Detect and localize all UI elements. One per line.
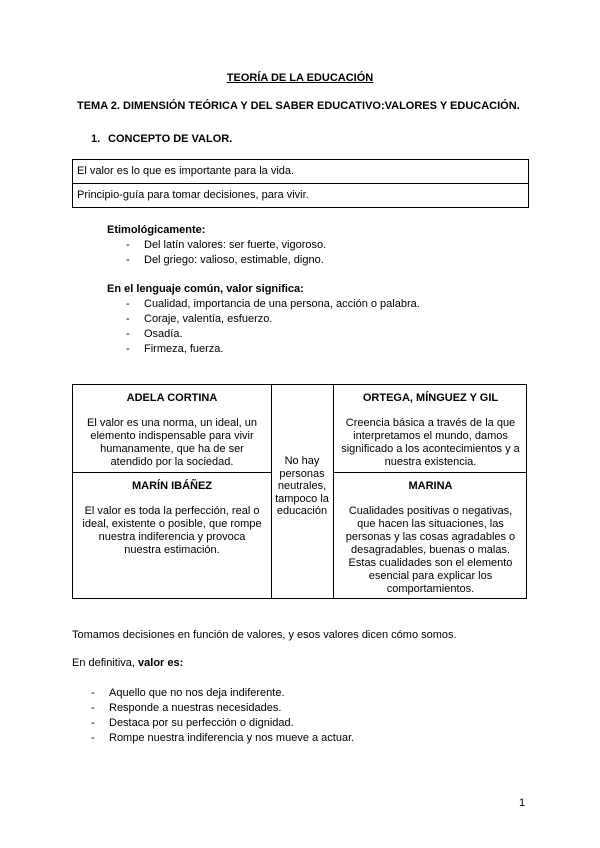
- definition-row: Principio-guía para tomar decisiones, para vivir.: [73, 183, 528, 207]
- common-language-block: [107, 282, 420, 357]
- dash-bullet: -: [126, 313, 130, 325]
- author-definition: Cualidades positivas o negativas, que hacen las situaciones, las personas y las cosas agradables o desagradables, buenas o malas. Estas cualidades son el elemento esencial para explicar los comportamientos.: [345, 505, 516, 595]
- author-definition: Creencia básica a través de la que interpretamos el mundo, damos significado a los acontecimientos y a nuestra existencia.: [341, 417, 520, 468]
- section-number: 1.: [91, 133, 101, 145]
- page-number: 1: [519, 797, 526, 809]
- author-name: MARÍN IBÁÑEZ: [131, 480, 213, 492]
- topic-heading: TEMA 2. DIMENSIÓN TEÓRICA Y DEL SABER EDUCATIVO:VALORES Y EDUCACIÓN.: [77, 100, 520, 112]
- list-item: - Del latín valores: ser fuerte, vigoroso.: [126, 239, 327, 251]
- etymology-heading: Etimológicamente:: [107, 224, 206, 236]
- paragraph: En definitiva, valor es:: [72, 657, 184, 669]
- paragraph: Tomamos decisiones en función de valores, y esos valores dicen cómo somos.: [72, 629, 457, 641]
- list-item: - Del griego: valioso, estimable, digno.: [126, 254, 324, 266]
- author-cell-ortega: [340, 391, 521, 469]
- dash-bullet: -: [91, 702, 95, 714]
- list-item: - Firmeza, fuerza.: [126, 343, 224, 355]
- author-definition: El valor es toda la perfección, real o ideal, existente o posible, que rompe nuestra indiferencia y provoca nuestra estimación.: [82, 505, 262, 556]
- dash-bullet: -: [91, 732, 95, 744]
- dash-bullet: -: [126, 343, 130, 355]
- list-item: - Destaca por su perfección o dignidad.: [91, 717, 294, 729]
- list-item: - Coraje, valentía, esfuerzo.: [126, 313, 273, 325]
- summary-list: [91, 686, 354, 746]
- author-name: MARINA: [408, 480, 453, 492]
- dash-bullet: -: [126, 254, 130, 266]
- table-divider: [73, 472, 271, 473]
- common-language-heading: En el lenguaje común, valor significa:: [107, 283, 304, 295]
- document-title: TEORÍA DE LA EDUCACIÓN: [226, 72, 374, 84]
- dash-bullet: -: [91, 687, 95, 699]
- dash-bullet: -: [126, 298, 130, 310]
- bold-term: valor es:: [138, 657, 184, 669]
- table-divider: [334, 472, 526, 473]
- table-divider: [333, 385, 334, 598]
- definition-row: El valor es lo que es importante para la vida.: [77, 165, 295, 177]
- list-item: - Osadía.: [126, 328, 183, 340]
- authors-table: [72, 384, 527, 599]
- author-definition: El valor es una norma, un ideal, un elemento indispensable para vivir humanamente, que ha de ser atendido por la sociedad.: [87, 417, 257, 468]
- list-item: - Cualidad, importancia de una persona, acción o palabra.: [126, 298, 420, 310]
- author-cell-marin: [79, 479, 265, 557]
- dash-bullet: -: [91, 717, 95, 729]
- author-name: ORTEGA, MÍNGUEZ Y GIL: [362, 392, 499, 404]
- author-cell-cortina: [79, 391, 265, 469]
- author-cell-marina: [340, 479, 521, 596]
- list-item: - Rompe nuestra indiferencia y nos mueve a actuar.: [91, 732, 355, 744]
- definition-table: [72, 159, 529, 208]
- list-item: - Responde a nuestras necesidades.: [91, 702, 282, 714]
- section-label: CONCEPTO DE VALOR.: [108, 133, 233, 145]
- list-item: - Aquello que no nos deja indiferente.: [91, 687, 285, 699]
- author-name: ADELA CORTINA: [126, 392, 218, 404]
- section-heading: [91, 133, 232, 145]
- dash-bullet: -: [126, 239, 130, 251]
- center-note: No hay personas neutrales, tampoco la educación: [275, 455, 329, 517]
- dash-bullet: -: [126, 328, 130, 340]
- etymology-block: [107, 223, 326, 268]
